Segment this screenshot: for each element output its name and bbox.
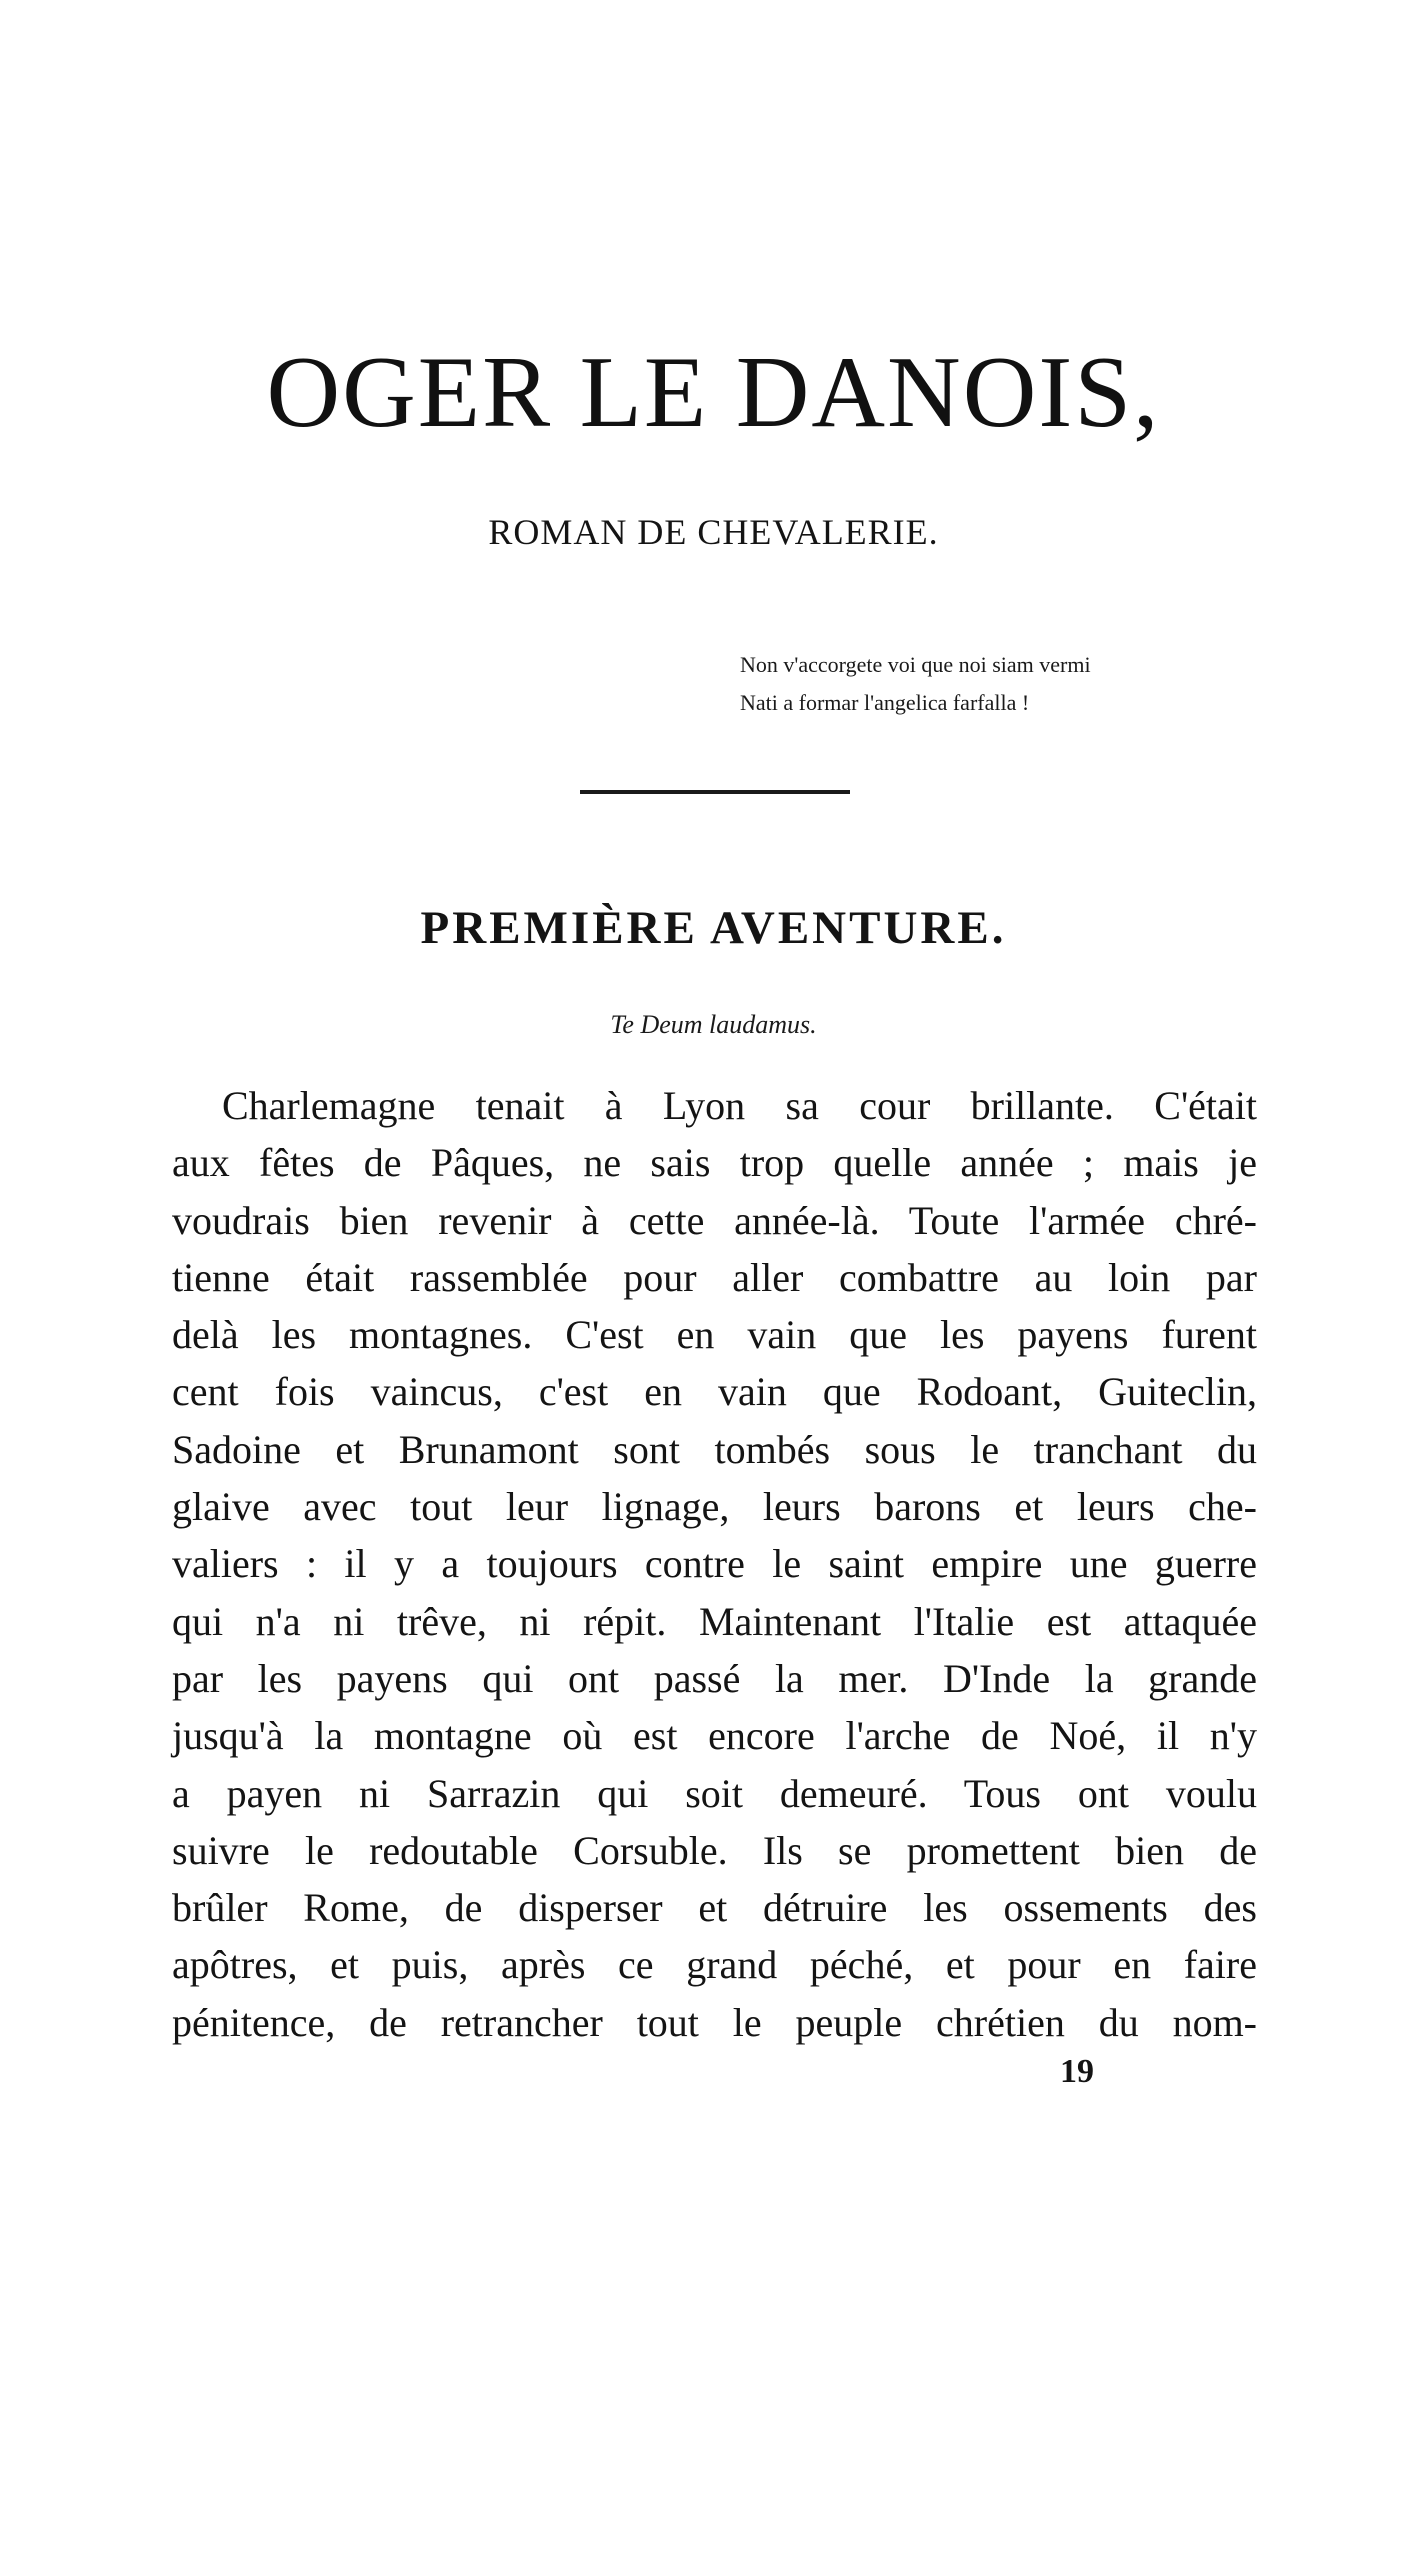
text-line: suivre le redoutable Corsuble. Ils se promettent bien de	[172, 1827, 1257, 1873]
text-line: delà les montagnes. C'est en vain que les payens furent	[172, 1312, 1257, 1358]
text-line: jusqu'à la montagne où est encore l'arche de Noé, il n'y	[172, 1713, 1257, 1759]
text-line: aux fêtes de Pâques, ne sais trop quelle année ; mais je	[172, 1140, 1257, 1186]
text-line: apôtres, et puis, après ce grand péché, et pour en faire	[172, 1942, 1257, 1988]
text-line: pénitence, de retrancher tout le peuple chrétien du nom-	[172, 1999, 1257, 2045]
epigraph	[740, 646, 1300, 722]
text-line: Sadoine et Brunamont sont tombés sous le tranchant du	[172, 1426, 1257, 1472]
chapter-title: PREMIÈRE AVENTURE.	[420, 902, 1007, 954]
chapter-motto: Te Deum laudamus.	[610, 1010, 817, 1039]
body-paragraph	[172, 1077, 1257, 2051]
text-line: glaive avec tout leur lignage, leurs barons et leurs che-	[172, 1484, 1257, 1530]
text-line: brûler Rome, de disperser et détruire les ossements des	[172, 1885, 1257, 1931]
text-line: qui n'a ni trêve, ni répit. Maintenant l'Italie est attaquée	[172, 1598, 1257, 1644]
epigraph-line: Nati a formar l'angelica farfalla !	[740, 690, 1030, 715]
page-title: OGER LE DANOIS,	[266, 336, 1161, 449]
text-line: cent fois vaincus, c'est en vain que Rodoant, Guiteclin,	[172, 1369, 1257, 1415]
epigraph-line: Non v'accorgete voi que noi siam vermi	[740, 652, 1091, 677]
text-line: tienne était rassemblée pour aller combattre au loin par	[172, 1254, 1257, 1300]
section-divider	[580, 790, 850, 794]
page-subtitle: ROMAN DE CHEVALERIE.	[488, 512, 939, 552]
text-line: voudrais bien revenir à cette année-là. Toute l'armée chré-	[172, 1197, 1257, 1243]
page-number: 19	[1060, 2053, 1094, 2090]
text-line: Charlemagne tenait à Lyon sa cour brillante. C'était	[222, 1083, 1257, 1128]
text-line: par les payens qui ont passé la mer. D'Inde la grande	[172, 1655, 1257, 1701]
text-line: valiers : il y a toujours contre le saint empire une guerre	[172, 1541, 1257, 1587]
text-line: a payen ni Sarrazin qui soit demeuré. Tous ont voulu	[172, 1770, 1257, 1816]
